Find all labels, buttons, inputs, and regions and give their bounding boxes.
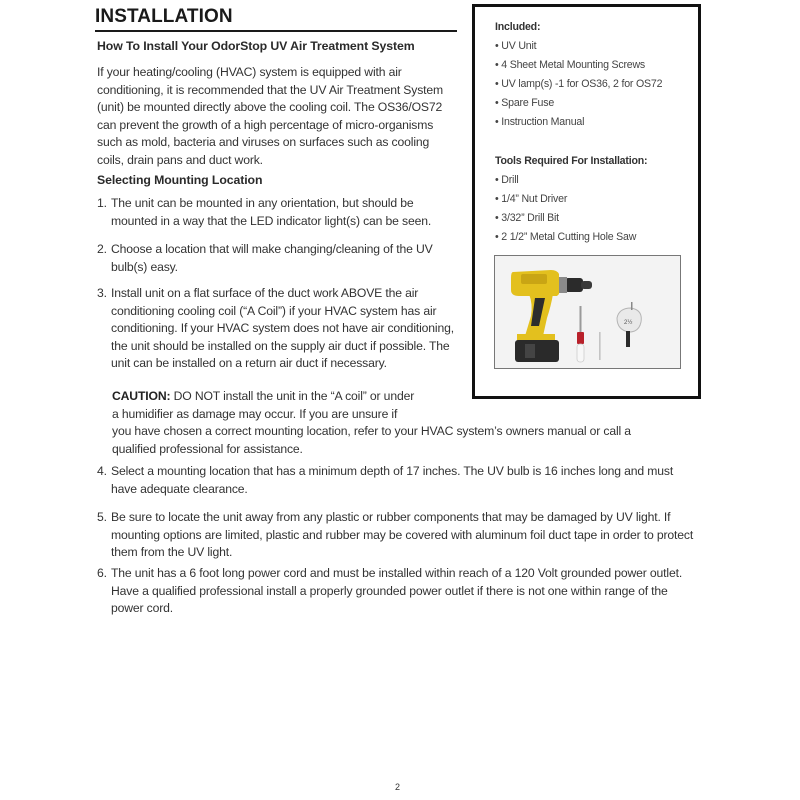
caution-text: qualified professional for assistance. bbox=[112, 441, 303, 456]
caution-text: DO NOT install the unit in the “A coil” or under bbox=[170, 389, 415, 403]
caution-label: CAUTION: bbox=[112, 389, 171, 403]
page-subtitle: How To Install Your OdorStop UV Air Treatment System bbox=[97, 39, 415, 53]
step-text: The unit has a 6 foot long power cord and must be installed within reach of a 120 Volt grounded power outlet. Have a qualified professional install a properly grounded power outlet if there is not one within range of the power cord. bbox=[111, 566, 683, 616]
bullet-icon: • bbox=[495, 231, 499, 243]
tools-heading: Tools Required For Installation: bbox=[495, 155, 648, 167]
step-number: 3. bbox=[97, 286, 107, 300]
included-item: • UV lamp(s) -1 for OS36, 2 for OS72 bbox=[495, 78, 663, 90]
step-item bbox=[97, 565, 701, 618]
page-title: INSTALLATION bbox=[95, 6, 233, 27]
included-heading: Included: bbox=[495, 21, 541, 33]
bullet-icon: • bbox=[495, 193, 499, 205]
step-item bbox=[97, 285, 459, 373]
step-text: The unit can be mounted in any orientation, but should be mounted in a way that the LED indicator light(s) can be seen. bbox=[111, 196, 432, 228]
bullet-icon: • bbox=[495, 174, 499, 186]
title-divider bbox=[95, 30, 457, 32]
bullet-icon: • bbox=[495, 97, 499, 109]
bullet-icon: • bbox=[495, 116, 499, 128]
caution-text: you have chosen a correct mounting location, refer to your HVAC system’s owners manual or call a bbox=[112, 424, 631, 439]
included-item: • Instruction Manual bbox=[495, 116, 585, 128]
caution-text: a humidifier as damage may occur. If you are unsure if bbox=[112, 406, 398, 421]
included-item: • 4 Sheet Metal Mounting Screws bbox=[495, 59, 646, 71]
tool-item: • 2 1/2” Metal Cutting Hole Saw bbox=[495, 231, 637, 243]
step-number: 5. bbox=[97, 510, 107, 524]
step-text: Select a mounting location that has a minimum depth of 17 inches. The UV bulb is 16 inches long and must have adequate clearance. bbox=[111, 464, 674, 496]
svg-text:2½: 2½ bbox=[624, 320, 633, 326]
step-item bbox=[97, 195, 463, 230]
tool-item: • Drill bbox=[495, 174, 519, 186]
page-number: 2 bbox=[395, 782, 401, 792]
included-item: • UV Unit bbox=[495, 40, 537, 52]
bullet-icon: • bbox=[495, 40, 499, 52]
step-number: 1. bbox=[97, 196, 107, 210]
step-number: 2. bbox=[97, 242, 107, 256]
section-heading: Selecting Mounting Location bbox=[97, 173, 263, 187]
tools-illustration bbox=[495, 256, 681, 369]
step-number: 6. bbox=[97, 566, 107, 580]
included-tools-box bbox=[472, 4, 701, 399]
bullet-icon: • bbox=[495, 78, 499, 90]
step-number: 4. bbox=[97, 464, 107, 478]
tools-photo bbox=[494, 255, 681, 369]
step-item bbox=[97, 241, 455, 276]
step-item bbox=[97, 509, 701, 562]
bullet-icon: • bbox=[495, 59, 499, 71]
step-text: Choose a location that will make changing/cleaning of the UV bulb(s) easy. bbox=[111, 242, 433, 274]
tool-item: • 1/4” Nut Driver bbox=[495, 193, 568, 205]
included-item: • Spare Fuse bbox=[495, 97, 555, 109]
drill-bit-icon bbox=[599, 332, 601, 360]
step-text: Be sure to locate the unit away from any plastic or rubber components that may be damaged by UV light. If mounting options are limited, plastic and rubber may be covered with aluminum foil duct tape in order to protect them from the UV light. bbox=[111, 510, 694, 560]
bullet-icon: • bbox=[495, 212, 499, 224]
intro-paragraph: If your heating/cooling (HVAC) system is equipped with air conditioning, it is recommended that the UV Air Treatment System (unit) be mounted directly above the cooling coil. The OS36/OS72 can prevent the growth of a high percentage of micro-organisms such as mold, bacteria and viruses on surfaces such as cooling coils, drain pans and duct work. bbox=[97, 65, 444, 167]
step-item bbox=[97, 463, 701, 498]
tool-item: • 3/32” Drill Bit bbox=[495, 212, 559, 224]
step-text: Install unit on a flat surface of the duct work ABOVE the air conditioning cooling coil (“A Coil”) if your HVAC system has air conditioning. If your HVAC system does not have air conditioning, the unit should be installed on the supply air duct if possible. The unit can be installed on a return air duct if necessary. bbox=[111, 286, 454, 371]
